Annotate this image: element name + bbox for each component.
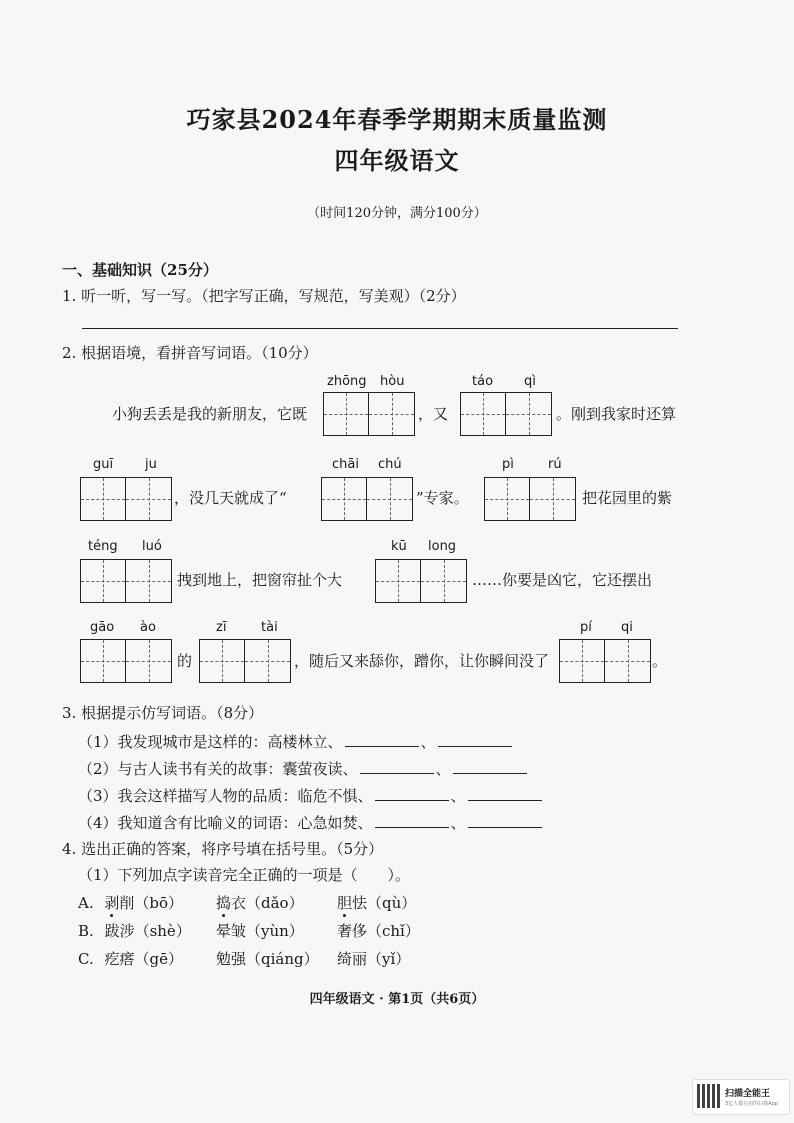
passage-text: 把花园里的紫 xyxy=(582,489,673,507)
q3-item-3: （3）我会这样描写人物的品质：临危不惧、 、 xyxy=(78,785,544,806)
exam-title: 巧家县2024年春季学期期末质量监测 xyxy=(186,105,608,134)
blank-field[interactable] xyxy=(345,734,419,747)
q3-item-2: （2）与古人读书有关的故事：囊萤夜读、 、 xyxy=(78,758,529,779)
pinyin-pi: pì xyxy=(502,457,514,472)
pinyin-ju: ju xyxy=(145,457,157,472)
question-1: 1. 听一听，写一写。（把字写正确，写规范，写美观）（2分） xyxy=(62,287,466,305)
option-c-2: 勉强（qiáng） xyxy=(216,950,319,968)
blank-field[interactable] xyxy=(360,761,434,774)
pinyin-luo: luó xyxy=(142,539,162,554)
tianzige-zhonghou[interactable] xyxy=(323,392,415,436)
option-b-2: 晕皱（yùn） xyxy=(216,922,304,940)
tianzige-chaichu[interactable] xyxy=(321,477,413,521)
qr-code-icon xyxy=(697,1084,721,1108)
pinyin-teng: téng xyxy=(88,539,118,554)
pinyin-zi: zī xyxy=(216,620,227,635)
option-a[interactable]: A. 剥削（bō） xyxy=(78,894,184,912)
question-3: 3. 根据提示仿写词语。（8分） xyxy=(62,704,264,722)
pinyin-gui: guī xyxy=(93,457,114,472)
pinyin-tai: tài xyxy=(261,620,278,635)
exam-subtitle: 四年级语文 xyxy=(334,146,460,175)
passage-text: 拽到地上，把窗帘扯个大 xyxy=(177,571,343,589)
passage-text: ……你要是凶它，它还摆出 xyxy=(472,571,653,589)
tianzige-gaoao[interactable] xyxy=(80,639,172,683)
scanner-label: 扫描全能王 xyxy=(725,1089,771,1099)
pinyin-qi: qì xyxy=(524,374,536,389)
q4-sub-1: （1）下列加点字读音完全正确的一项是（ ）。 xyxy=(78,866,411,884)
pinyin-chu: chú xyxy=(378,457,402,472)
pinyin-qi2: qi xyxy=(621,620,633,635)
pinyin-long: long xyxy=(428,539,457,554)
passage-text: ，没几天就成了“ xyxy=(174,489,287,507)
section-heading: 一、基础知识（25分） xyxy=(62,261,218,279)
tianzige-taoqi[interactable] xyxy=(460,392,552,436)
answer-line[interactable] xyxy=(82,328,678,329)
q3-item-4: （4）我知道含有比喻义的词语：心急如焚、 、 xyxy=(78,812,544,833)
pinyin-tao: táo xyxy=(472,374,494,389)
question-2: 2. 根据语境，看拼音写词语。（10分） xyxy=(62,344,318,362)
pinyin-pi2: pí xyxy=(580,620,592,635)
option-a-3: 胆怯（qù） xyxy=(337,894,417,912)
passage-text: ”专家。 xyxy=(416,489,469,507)
question-4: 4. 选出正确的答案，将序号填在括号里。（5分） xyxy=(62,840,384,858)
time-note: （时间120分钟，满分100分） xyxy=(307,206,487,221)
passage-text: 。刚到我家时还算 xyxy=(556,405,677,423)
passage-text: 的 xyxy=(177,652,193,670)
tianzige-tengluo[interactable] xyxy=(80,559,172,603)
scanner-badge xyxy=(692,1079,790,1115)
option-c-3: 绮丽（yǐ） xyxy=(337,950,411,968)
pinyin-hou: hòu xyxy=(380,374,405,389)
blank-field[interactable] xyxy=(438,734,512,747)
option-a-2: 捣衣（dǎo） xyxy=(216,894,304,912)
q3-item-1: （1）我发现城市是这样的：高楼林立、 、 xyxy=(78,731,514,752)
passage-text: ，又 xyxy=(418,405,449,423)
blank-field[interactable] xyxy=(375,815,449,828)
blank-field[interactable] xyxy=(468,788,542,801)
passage-text: ，随后又来舔你，蹭你，让你瞬间没了 xyxy=(294,652,550,670)
pinyin-ku: kū xyxy=(391,539,407,554)
blank-field[interactable] xyxy=(453,761,527,774)
pinyin-chai: chāi xyxy=(332,457,359,472)
blank-field[interactable] xyxy=(375,788,449,801)
blank-field[interactable] xyxy=(468,815,542,828)
pinyin-gao: gāo xyxy=(90,620,115,635)
option-b-3: 奢侈（chǐ） xyxy=(337,922,420,940)
tianzige-piru[interactable] xyxy=(484,477,576,521)
option-b[interactable]: B. 跋涉（shè） xyxy=(78,922,191,940)
option-c[interactable]: C. 疙瘩（gē） xyxy=(78,950,183,968)
pinyin-ru: rú xyxy=(548,457,562,472)
tianzige-zitai[interactable] xyxy=(199,639,291,683)
page-footer: 四年级语文 · 第1页（共6页） xyxy=(309,992,485,1007)
passage-text: 小狗丢丢是我的新朋友，它既 xyxy=(112,405,308,423)
passage-text: 。 xyxy=(652,652,668,670)
tianzige-guiju[interactable] xyxy=(80,477,172,521)
pinyin-ao: ào xyxy=(140,620,156,635)
pinyin-zhong: zhōng xyxy=(327,374,367,389)
tianzige-piqi[interactable] xyxy=(559,639,651,683)
scanner-slogan: 3亿人都在用的扫描App xyxy=(725,1101,778,1107)
tianzige-kulong[interactable] xyxy=(375,559,467,603)
